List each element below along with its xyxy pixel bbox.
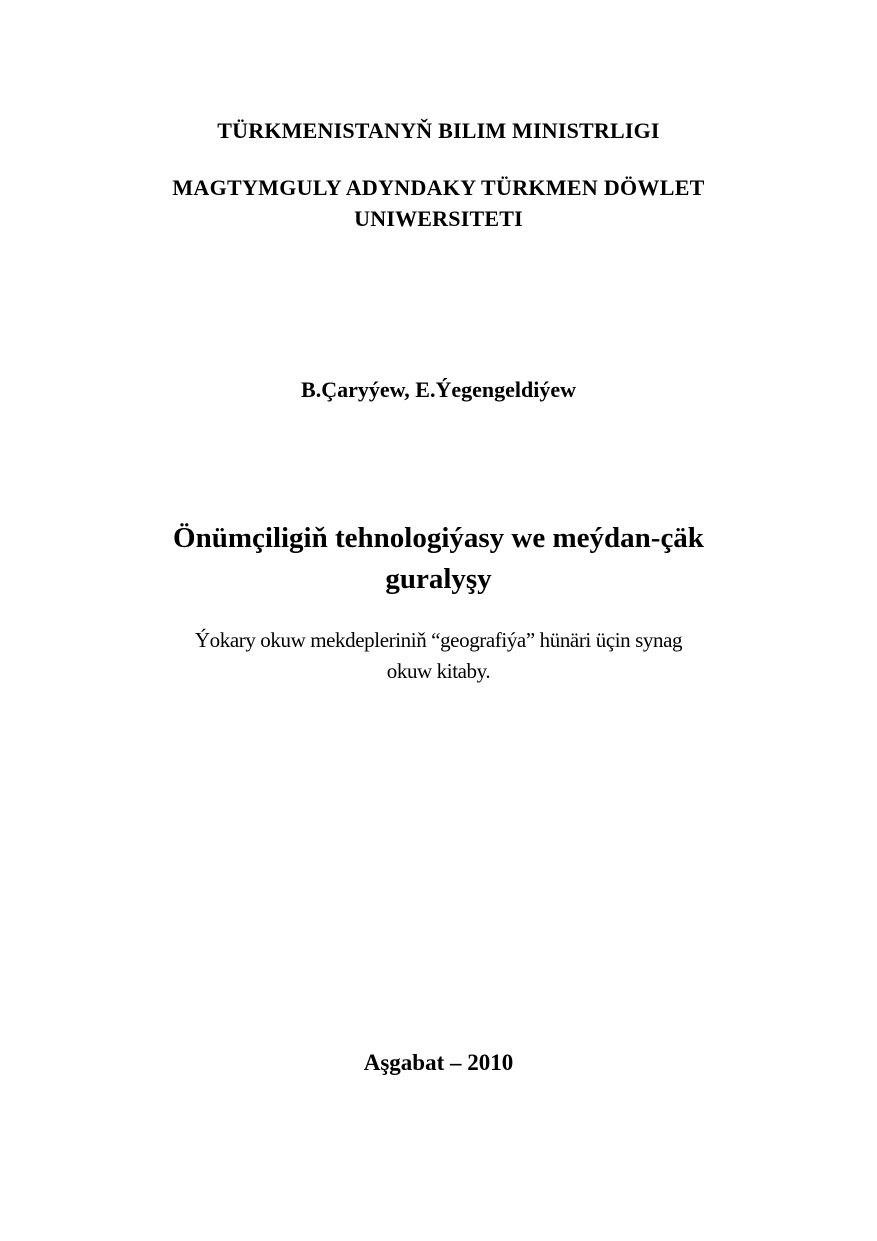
publication-city-year: Aşgabat – 2010 (363, 1050, 514, 1075)
university-name-line-2: UNIWERSITETI (354, 206, 523, 231)
book-title-line-1: Önümçiligiň tehnologiýasy we meýdan-çäk (173, 522, 704, 554)
authors: B.Çaryýew, E.Ýegengeldiýew (301, 377, 576, 402)
book-subtitle-line-1: Ýokary okuw mekdepleriniň “geografiýa” hünäri üçin synag (194, 628, 683, 652)
book-subtitle-line-2: okuw kitaby. (386, 659, 491, 683)
ministry-name: TÜRKMENISTANYŇ BILIM MINISTRLIGI (217, 118, 660, 143)
book-title-line-2: guralyşy (385, 563, 492, 595)
university-name-line-1: MAGTYMGULY ADYNDAKY TÜRKMEN DÖWLET (172, 175, 705, 200)
